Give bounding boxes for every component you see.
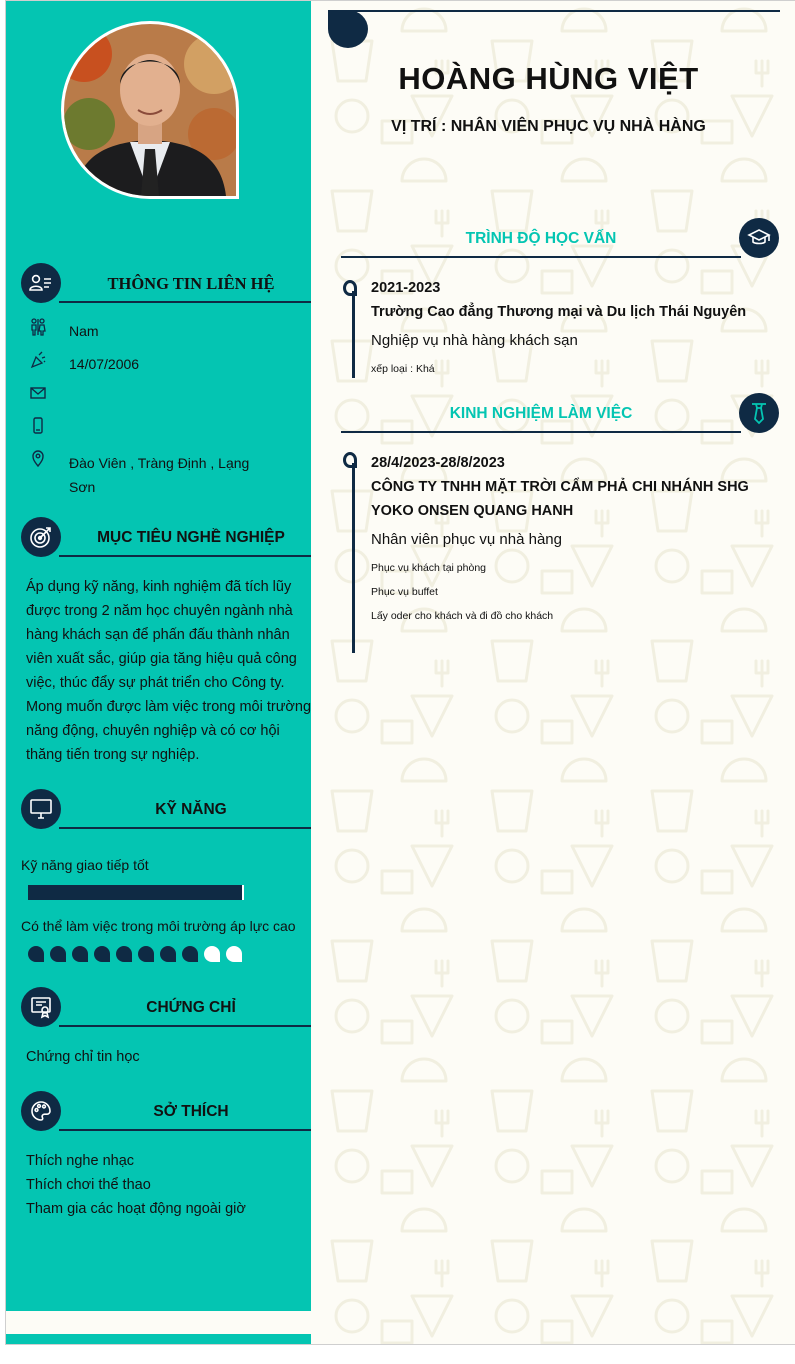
experience-section-header	[341, 393, 779, 435]
experience-company: CÔNG TY TNHH MẶT TRỜI CẨM PHẢ CHI NHÁNH SHG YOKO ONSEN QUANG HANH	[371, 479, 749, 519]
education-school: Trường Cao đẳng Thương mại và Du lịch Thái Nguyên	[371, 304, 747, 320]
experience-period: 28/4/2023-28/8/2023	[371, 455, 505, 471]
skill-rating-dot	[226, 946, 242, 962]
skills-section-header	[21, 789, 311, 831]
phone-icon	[30, 417, 46, 435]
skill-rating-dot	[204, 946, 220, 962]
certificates-section-title: CHỨNG CHỈ	[146, 999, 236, 1016]
certificate-icon	[21, 987, 61, 1027]
envelope-icon	[30, 384, 46, 402]
avatar	[64, 24, 236, 196]
contact-card-icon	[21, 263, 61, 303]
skill-rating-pressure	[28, 946, 242, 962]
target-icon	[21, 517, 61, 557]
gender-icon	[30, 318, 46, 336]
gender-value: Nam	[69, 323, 99, 339]
graduation-cap-icon	[739, 218, 779, 258]
skill-rating-dot	[160, 946, 176, 962]
address-value: Đào Viên , Tràng Định , Lạng Sơn	[69, 455, 250, 495]
goal-section-title: MỤC TIÊU NGHỀ NGHIỆP	[97, 529, 285, 546]
experience-role: Nhân viên phục vụ nhà hàng	[371, 531, 562, 548]
birthday-value: 14/07/2006	[69, 356, 140, 372]
hobby-item: Tham gia các hoạt động ngoài giờ	[26, 1201, 246, 1217]
goal-section-header	[21, 517, 311, 559]
goal-text: Áp dụng kỹ năng, kinh nghiệm đã tích lũy được trong 2 năm học chuyên ngành nhà hàng khách sạn để phấn đấu thành nhân viên xuất sắc, giúp gia tăng hiệu quả công việc, thúc đẩy sự phát triển cho Công ty. Mong muốn được làm việc trong môi trường năng động, chuyên nghiệp và có cơ hội thăng tiến trong sự nghiệp.	[26, 579, 312, 763]
food-pattern-background	[312, 1, 795, 1344]
hobby-item: Thích nghe nhạc	[26, 1153, 135, 1169]
party-popper-icon	[30, 351, 46, 369]
education-grade: xếp loại : Khá	[371, 363, 435, 375]
education-period: 2021-2023	[371, 280, 441, 296]
cv-page	[5, 0, 795, 1345]
education-section-header	[341, 218, 779, 260]
skill-rating-dot	[116, 946, 132, 962]
monitor-icon	[21, 789, 61, 829]
timeline-line	[352, 291, 355, 378]
skill-rating-dot	[182, 946, 198, 962]
hobbies-section-title: SỞ THÍCH	[153, 1103, 229, 1120]
candidate-position: VỊ TRÍ : NHÂN VIÊN PHỤC VỤ NHÀ HÀNG	[391, 118, 706, 135]
header-top-line	[346, 10, 780, 12]
skill-rating-dot	[72, 946, 88, 962]
candidate-name: HOÀNG HÙNG VIỆT	[398, 61, 699, 96]
skill-rating-dot	[94, 946, 110, 962]
skill-label-pressure: Có thể làm việc trong môi trường áp lực cao	[21, 918, 296, 934]
header-drop-ornament	[328, 10, 368, 48]
skill-bar-communication	[28, 885, 244, 900]
experience-task: Phục vụ buffet	[371, 586, 438, 598]
skills-section-title: KỸ NĂNG	[155, 801, 227, 818]
skill-rating-dot	[28, 946, 44, 962]
education-section-title: TRÌNH ĐỘ HỌC VẤN	[465, 230, 617, 247]
sidebar-bottom-strip	[6, 1334, 311, 1344]
map-pin-icon	[30, 450, 46, 468]
palette-icon	[21, 1091, 61, 1131]
hobby-item: Thích chơi thể thao	[26, 1177, 151, 1193]
certificate-item: Chứng chỉ tin học	[26, 1049, 140, 1065]
contact-section-title: THÔNG TIN LIÊN HỆ	[107, 274, 275, 293]
portrait-photo	[64, 24, 236, 196]
avatar-frame	[61, 21, 239, 199]
skill-rating-dot	[50, 946, 66, 962]
necktie-icon	[739, 393, 779, 433]
contact-section-header	[21, 263, 311, 305]
hobbies-section-header	[21, 1091, 311, 1133]
certificates-section-header	[21, 987, 311, 1029]
skill-rating-dot	[138, 946, 154, 962]
experience-section-title: KINH NGHIỆM LÀM VIỆC	[449, 405, 633, 422]
sidebar	[6, 1, 311, 1311]
timeline-line	[352, 463, 355, 653]
experience-task: Lấy oder cho khách và đi đồ cho khách	[371, 610, 554, 622]
experience-task: Phục vụ khách tại phòng	[371, 562, 486, 574]
skill-label-communication: Kỹ năng giao tiếp tốt	[21, 857, 149, 873]
education-major: Nghiệp vụ nhà hàng khách sạn	[371, 332, 578, 349]
